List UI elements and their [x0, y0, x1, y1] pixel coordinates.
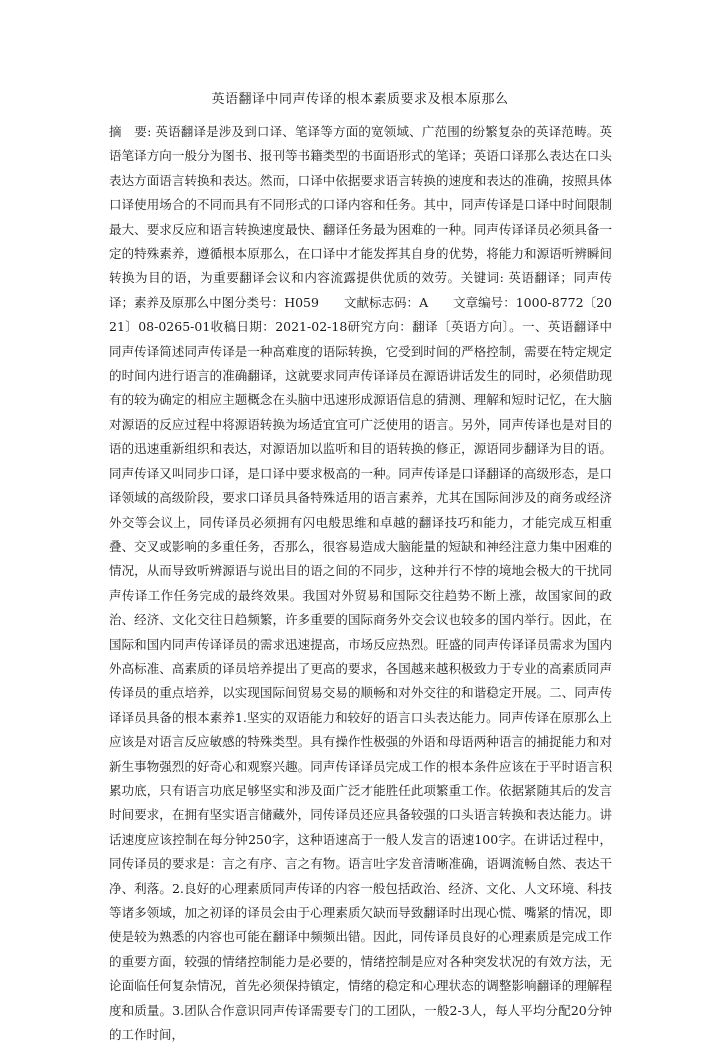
document-body: 摘 要: 英语翻译是涉及到口译、笔译等方面的宽领域、广范围的纷繁复杂的英译范畴。英语笔译方向一般分为图书、报刊等书籍类型的书面语形式的笔译；英语口译那么表达在口头表达方面语言转换和表达。然而，口译中依据要求语言转换的速度和表达的准确，按照具体口译使用场合的不同而具有不同形式的口译内容和任务。其中，同声传译是口译中时间限制最大、要求反应和语言转换速度最快、翻译任务最为困难的一种。同声传译译员必须具备一定的特殊素养，遵循根本原那么，在口译中才能发挥其自身的优势，将能力和源语听辨瞬间转换为目的语，为重要翻译会议和内容流露提供优质的效劳。关键词: 英语翻译；同声传译；素养及原那么中图分类号：H059 文献标志码：A 文章编号：1000-8772〔2021〕08-0265-01收稿日期：2021-02-18研究方向：翻译〔英语方向〕。一、英语翻译中同声传译简述同声传译是一种高难度的语际转换，它受到时间的严格控制，需要在特定规定的时间内进行语言的准确翻译，这就要求同声传译译员在源语讲话发生的同时，必须借助现有的较为确定的相应主题概念在头脑中迅速形成源语信息的猜测、理解和短时记忆，在大脑对源语的反应过程中将源语转换为场适宜宜可广泛使用的语言。另外，同声传译也是对目的语的迅速重新组织和表达，对源语加以监听和目的语转换的修正，源语同步翻译为目的语。同声传译又叫同步口译，是口译中要求极高的一种。同声传译是口译翻译的高级形态，是口译领域的高级阶段，要求口译员具备特殊适用的语言素养，尤其在国际间涉及的商务或经济外交等会议上，同传译员必须拥有闪电般思维和卓越的翻译技巧和能力，才能完成互相重叠、交叉或影响的多重任务，否那么，很容易造成大脑能量的短缺和神经注意力集中困难的情况，从而导致听辨源语与说出目的语之间的不同步，这种并行不悖的境地会极大的干扰同声传译工作任务完成的最终效果。我国对外贸易和国际交往趋势不断上涨，故国家间的政治、经济、文化交往日趋频繁，许多重要的国际商务外交会议也较多的国内举行。因此，在国际和国内同声传译译员的需求迅速提高，市场反应热烈。旺盛的同声传译译员需求为国内外高标准、高素质的译员培养提出了更高的要求，各国越来越积极致力于专业的高素质同声传译员的重点培养，以实现国际间贸易交易的顺畅和对外交往的和谐稳定开展。二、同声传译译员具备的根本素养1.坚实的双语能力和较好的语言口头表达能力。同声传译在原那么上应该是对语言反应敏感的特殊类型。具有操作性极强的外语和母语两种语言的捕捉能力和对新生事物强烈的好奇心和观察兴趣。同声传译译员完成工作的根本条件应该在于平时语言积累功底，只有语言功底足够坚实和涉及面广泛才能胜任此项繁重工作。依据紧随其后的发言时间要求，在拥有坚实语言储藏外，同传译员还应具备较强的口头语言转换和表达能力。讲话速度应该控制在每分钟250字，这种语速高于一般人发言的语速100字。在讲话过程中，同传译员的要求是：言之有序、言之有物。语言吐字发音清晰准确，语调流畅自然、表达干净、利落。2.良好的心理素质同声传译的内容一般包括政治、经济、文化、人文环境、科技等诸多领域，加之初译的译员会由于心理素质欠缺而导致翻译时出现心慌、嘴紧的情况，即使是较为熟悉的内容也可能在翻译中频频出错。因此，同传译员良好的心理素质是完成工作的重要方面，较强的情绪控制能力是必要的，情绪控制是应对各种突发状况的有效方法，无论面临任何复杂情况，首先必须保持镇定，情绪的稳定和心理状态的调整影响翻译的理解程度和质量。3.团队合作意识同声传译需要专门的工团队，一般2-3人，每人平均分配20分钟的工作时间，: [109, 124, 612, 1043]
document-title: 英语翻译中同声传译的根本素质要求及根本原那么: [211, 92, 509, 107]
